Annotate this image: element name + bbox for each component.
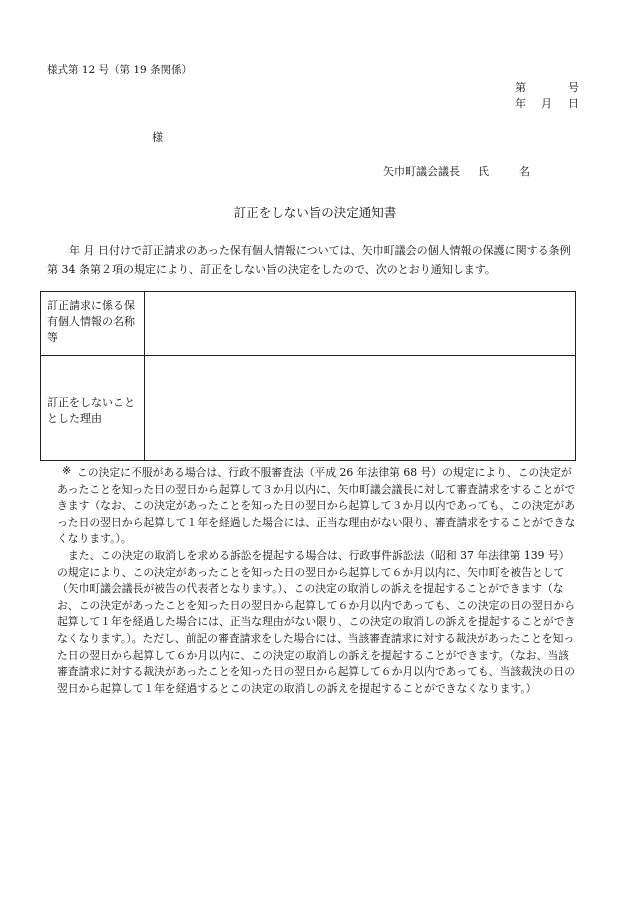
note-paragraph-lawsuit: また、この決定の取消しを求める訴訟を提起する場合は、行政事件訴訟法（昭和 37 年法律第 139 号）の規定により、この決定があったことを知った日の翌日から起算して６か月以内に、矢巾町を被告として（矢巾町議会議長が被告の代表者となります。）、この決定の取消しの訴えを提起することができます（なお、この決定があったことを知った日の翌日から起算して６か月以内であっても、この決定の日の翌日から起算して１年を経過した場合には、正当な理由がない限り、この決定の取消しの訴えを提起することができなくなります。）。ただし、前記の審査請求をした場合には、当該審査請求に対する裁決があったことを知った日の翌日から起算して６か月以内に、この決定の取消しの訴えを提起することができます。（なお、当該審査請求に対する裁決があったことを知った日の翌日から起算して６か月以内であっても、当該裁決の日の翌日から起算して１年を経過するとこの決定の取消しの訴えを提起することができなくなります。） — [57, 548, 576, 695]
document-title: 訂正をしない旨の決定通知書 — [233, 205, 397, 220]
sender-title: 矢巾町議会議長 — [383, 165, 460, 178]
recipient-honorific: 様 — [152, 131, 163, 144]
table-row-label-info-name: 訂正請求に係る保有個人情報の名称等 — [47, 299, 135, 344]
note-mark: ※ — [62, 464, 72, 477]
date-year-label: 年 — [515, 97, 526, 110]
form-number: 様式第 12 号（第 19 条関係） — [47, 64, 193, 76]
document-number-label: 第 — [515, 81, 526, 94]
date-day-label: 日 — [568, 97, 579, 110]
date-month-label: 月 — [541, 97, 552, 110]
note-paragraph-appeal: この決定に不服がある場合は、行政不服審査法（平成 26 年法律第 68 号）の規定により、この決定があったことを知った日の翌日から起算して３か月以内に、矢巾町議会議長に対して審査請求をすることができます（なお、この決定があったことを知った日の翌日から起算して３か月以内であっても、この決定があった日の翌日から起算して１年を経過した場合には、正当な理由がない限り、審査請求をすることができなくなります。）。 — [57, 466, 576, 546]
info-table — [40, 291, 576, 461]
table-row-divider — [41, 355, 575, 356]
sender-name-label-shi: 氏 — [478, 165, 489, 178]
table-row-label-reason: 訂正をしないこととした理由 — [47, 396, 135, 425]
document-number-suffix: 号 — [568, 81, 579, 94]
table-column-divider — [144, 292, 145, 460]
sender-name-label-mei: 名 — [519, 165, 530, 178]
notes-block — [57, 465, 579, 697]
body-paragraph: 年 月 日付けで訂正請求のあった保有個人情報については、矢巾町議会の個人情報の保護に関する条例第 34 条第２項の規定により、訂正をしない旨の決定をしたので、次のとおり通知します。 — [47, 244, 571, 276]
